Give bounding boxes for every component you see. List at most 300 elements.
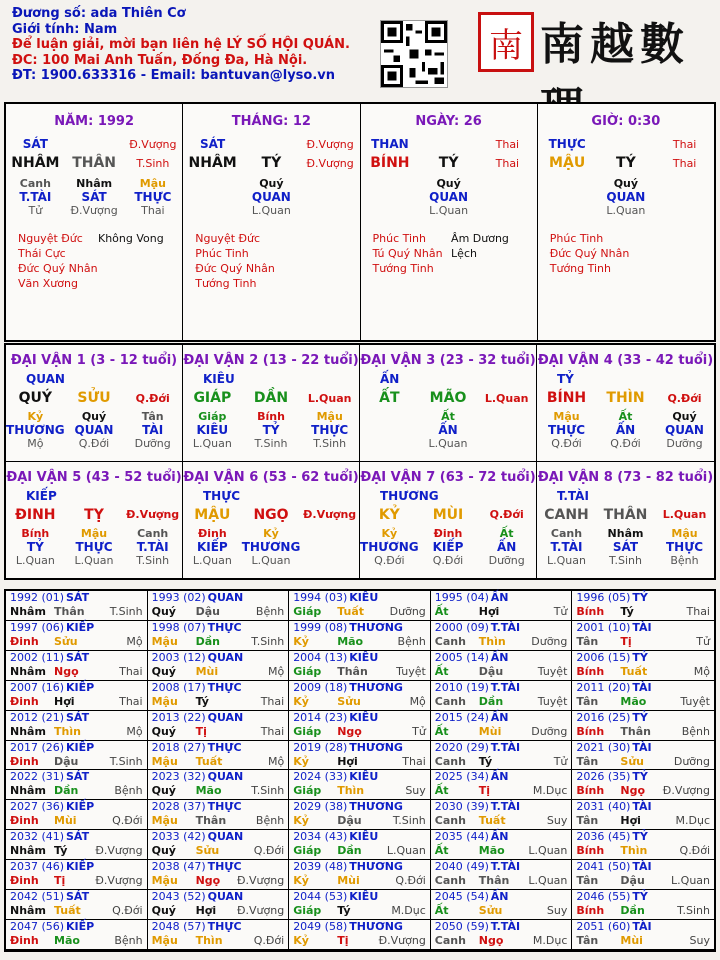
earthly-branch: TỴ	[84, 506, 104, 523]
hidden-stem: Canh	[19, 177, 51, 190]
year-star: TÀI	[632, 860, 652, 874]
year-line-2	[152, 784, 285, 798]
year-label: 2046 (55)	[576, 890, 631, 904]
year-cell[interactable]	[148, 591, 290, 621]
dai-van-cell[interactable]	[183, 345, 360, 462]
year-cell[interactable]	[431, 711, 573, 741]
heavenly-stem: QUÝ	[18, 390, 53, 406]
year-truongsinh: L.Quan	[528, 874, 568, 888]
special-star: Tú Quý Nhân	[372, 247, 443, 260]
hidden-star-row	[361, 190, 537, 204]
hidden-stem: Ất	[618, 410, 633, 423]
year-cell[interactable]	[431, 621, 573, 651]
year-line-1	[10, 770, 143, 784]
hidden-star: THƯƠNG	[360, 539, 419, 554]
heavenly-stem: MẬU	[549, 155, 586, 171]
year-cell[interactable]	[6, 741, 148, 771]
year-truongsinh: Mộ	[409, 694, 426, 708]
year-branch: Hợi	[195, 904, 217, 918]
special-star: Đức Quý Nhân	[18, 262, 98, 275]
year-star: T.TÀI	[490, 920, 521, 934]
year-label: 2043 (52)	[151, 890, 206, 904]
year-branch: Tý	[337, 904, 351, 918]
year-cell[interactable]	[572, 711, 714, 741]
hidden-star: QUAN	[429, 190, 469, 204]
year-cell[interactable]	[148, 621, 290, 651]
qr-code-icon[interactable]	[380, 20, 448, 88]
year-star: KIÊU	[349, 830, 379, 844]
year-label: 1998 (07)	[151, 620, 206, 634]
year-truongsinh: T.Sinh	[109, 605, 143, 618]
year-stem: Ất	[434, 664, 449, 678]
year-branch: Thân	[620, 724, 651, 738]
dai-van-star: T.TÀI	[557, 488, 589, 503]
year-stem: Đinh	[10, 634, 39, 648]
year-line-2	[293, 934, 426, 948]
hidden-stem: Mậu	[671, 526, 698, 540]
year-truongsinh: T.Sinh	[677, 904, 710, 918]
hidden-stem-row	[183, 410, 359, 423]
year-cell[interactable]	[148, 770, 290, 800]
hidden-truongsinh: Bệnh	[670, 553, 699, 567]
year-branch: Mùi	[478, 724, 502, 738]
hidden-stem: Ất	[499, 526, 514, 540]
year-star: QUAN	[207, 710, 244, 724]
year-line-2	[293, 904, 426, 918]
special-star: Phúc Tinh	[549, 232, 604, 245]
year-label: 2035 (44)	[434, 830, 489, 844]
pillar-star: SÁT	[22, 137, 48, 151]
year-branch: Sửu	[478, 904, 503, 918]
year-line-1	[293, 920, 426, 934]
hidden-stem-row	[361, 177, 537, 190]
year-label: 2051 (60)	[576, 920, 631, 934]
year-star: ẤN	[490, 890, 509, 904]
year-cell[interactable]	[6, 920, 148, 950]
dai-van-can-chi-row	[537, 507, 714, 523]
hidden-stem-row	[183, 527, 359, 540]
year-cell[interactable]	[6, 800, 148, 830]
year-truongsinh: Đ.Vượng	[236, 904, 285, 918]
year-truongsinh: Suy	[546, 814, 568, 828]
hidden-stem-row	[6, 177, 182, 190]
year-stem: Bính	[576, 605, 605, 618]
year-star: SÁT	[66, 890, 90, 904]
year-cell[interactable]	[6, 621, 148, 651]
hidden-truongsinh: Q.Đới	[432, 553, 464, 567]
year-label: 2022 (31)	[10, 770, 65, 784]
year-stem: Canh	[434, 874, 466, 888]
year-line-2	[10, 814, 143, 828]
year-cell[interactable]	[148, 920, 290, 950]
hidden-star-row	[183, 190, 359, 204]
hidden-star: TÀI	[142, 423, 164, 437]
year-star: THỰC	[207, 680, 242, 694]
year-line-1	[576, 741, 710, 755]
year-cell[interactable]	[148, 800, 290, 830]
hidden-star-row	[183, 540, 359, 554]
pillar-column[interactable]	[538, 104, 714, 340]
hidden-truongsinh: Q.Đới	[374, 553, 405, 567]
year-cell[interactable]	[148, 741, 290, 771]
dai-van-can-chi-row	[537, 390, 714, 406]
year-cell[interactable]	[572, 830, 714, 860]
year-star: SÁT	[66, 591, 90, 604]
hidden-star: ẤN	[615, 423, 636, 437]
pillar-title: THÁNG: 12	[231, 114, 311, 129]
stars-left	[550, 231, 630, 276]
special-stars	[361, 231, 537, 276]
year-line-1	[152, 830, 285, 844]
year-line-1	[10, 711, 143, 725]
year-cell[interactable]	[431, 800, 573, 830]
year-branch: Dần	[54, 784, 79, 798]
year-stem: Bính	[576, 724, 605, 738]
dai-van-star: ẤN	[380, 372, 400, 386]
year-cell[interactable]	[6, 860, 148, 890]
branch-truongsinh: Thai	[495, 156, 520, 170]
year-truongsinh: Tuyệt	[537, 664, 568, 678]
year-line-2	[10, 635, 143, 649]
owner-name: Đương số: ada Thiên Cơ	[12, 6, 186, 21]
year-line-2	[435, 844, 568, 858]
year-label: 1995 (04)	[434, 591, 489, 604]
year-stem: Kỷ	[293, 634, 309, 648]
year-branch: Tuất	[54, 904, 81, 918]
year-line-2	[10, 665, 143, 679]
dai-van-cell[interactable]	[183, 462, 360, 579]
year-cell[interactable]	[148, 860, 290, 890]
year-cell[interactable]	[289, 681, 431, 711]
hidden-truongsinh: T.Sinh	[136, 553, 170, 567]
year-line-1	[152, 711, 285, 725]
year-cell[interactable]	[431, 681, 573, 711]
year-line-2	[293, 755, 426, 769]
year-stem: Nhâm	[10, 664, 46, 678]
year-line-1	[435, 711, 568, 725]
year-star: T.TÀI	[490, 620, 521, 634]
year-stem: Đinh	[10, 694, 39, 708]
year-branch: Ngọ	[195, 874, 221, 888]
year-label: 2023 (32)	[151, 770, 206, 784]
hidden-truongsinh-row	[6, 554, 182, 567]
year-star: T.TÀI	[490, 860, 521, 874]
year-truongsinh: Bệnh	[114, 784, 143, 798]
year-branch: Tuất	[195, 754, 223, 768]
year-cell[interactable]	[6, 830, 148, 860]
year-star: ẤN	[490, 770, 509, 784]
year-branch: Tuất	[337, 605, 364, 618]
year-line-1	[435, 591, 568, 605]
hidden-truongsinh-row	[183, 204, 359, 217]
hidden-star-row	[6, 540, 182, 554]
year-cell[interactable]	[6, 890, 148, 920]
year-cell[interactable]	[431, 651, 573, 681]
year-line-1	[576, 651, 710, 665]
year-cell[interactable]	[289, 651, 431, 681]
year-star: TỶ	[632, 830, 648, 844]
year-truongsinh: Dưỡng	[389, 605, 426, 618]
pillar-star-row	[538, 137, 714, 151]
year-branch: Thân	[478, 874, 510, 888]
year-truongsinh: Suy	[546, 904, 568, 918]
stars-right	[98, 231, 164, 291]
hidden-stem-row	[6, 527, 182, 540]
dai-van-truongsinh: L.Quan	[307, 391, 352, 405]
dai-van-title: ĐẠI VẬN 4 (33 - 42 tuổi)	[537, 353, 714, 368]
dai-van-title: ĐẠI VẬN 7 (63 - 72 tuổi)	[360, 469, 536, 485]
year-line-2	[10, 755, 143, 769]
year-cell[interactable]	[572, 920, 714, 950]
year-cell[interactable]	[289, 621, 431, 651]
year-truongsinh: Suy	[689, 934, 710, 948]
pillar-column[interactable]	[183, 104, 360, 340]
year-cell[interactable]	[148, 711, 290, 741]
year-line-2	[293, 874, 426, 888]
year-truongsinh: Bệnh	[397, 634, 426, 648]
year-branch: Hợi	[337, 754, 358, 768]
special-star: Không Vong	[98, 232, 164, 245]
hidden-truongsinh: Q.Đới	[551, 437, 582, 450]
hidden-stem-row	[360, 527, 536, 540]
year-truongsinh: Q.Đới	[112, 814, 143, 828]
year-truongsinh: M.Dục	[391, 904, 426, 918]
dai-van-cell[interactable]	[537, 345, 714, 462]
year-label: 2036 (45)	[576, 830, 631, 844]
year-label: 2001 (10)	[576, 620, 631, 634]
year-branch: Dần	[337, 844, 362, 858]
dai-van-truongsinh: Q.Đới	[489, 508, 524, 521]
year-branch: Thân	[337, 664, 368, 678]
year-label: 2017 (26)	[10, 740, 65, 754]
year-cell[interactable]	[6, 651, 148, 681]
year-stem: Đinh	[10, 814, 39, 828]
hidden-truongsinh: T.Sinh	[609, 553, 642, 567]
year-cell[interactable]	[572, 741, 714, 771]
year-stem: Tân	[576, 634, 599, 648]
year-cell[interactable]	[6, 681, 148, 711]
pillar-column[interactable]	[361, 104, 538, 340]
hidden-star: THỰC	[665, 539, 704, 554]
year-star: KIÊU	[349, 770, 379, 784]
year-cell[interactable]	[431, 741, 573, 771]
year-cell[interactable]	[6, 770, 148, 800]
year-cell[interactable]	[289, 741, 431, 771]
pillar-star: THỰC	[548, 137, 586, 151]
year-label: 2038 (47)	[151, 860, 206, 874]
year-cell[interactable]	[572, 770, 714, 800]
year-cell[interactable]	[289, 920, 431, 950]
year-star: TỶ	[632, 890, 648, 904]
heavenly-stem: ẤT	[379, 390, 400, 406]
pillar-can-chi-row	[6, 155, 182, 171]
year-cell[interactable]	[148, 890, 290, 920]
year-line-2	[10, 844, 143, 858]
year-branch: Thìn	[337, 784, 365, 798]
hidden-truongsinh-row	[360, 554, 536, 567]
hidden-truongsinh: Thai	[141, 204, 165, 217]
year-stem: Tân	[576, 934, 599, 948]
year-line-2	[10, 934, 143, 948]
year-cell[interactable]	[431, 860, 573, 890]
year-stem: Nhâm	[10, 844, 46, 858]
year-cell[interactable]	[431, 890, 573, 920]
year-label: 1994 (03)	[293, 591, 348, 604]
year-stem: Kỷ	[293, 754, 309, 768]
year-cell[interactable]	[431, 770, 573, 800]
year-cell[interactable]	[6, 591, 148, 621]
year-line-1	[293, 830, 426, 844]
year-branch: Tị	[195, 724, 207, 738]
year-line-1	[293, 741, 426, 755]
dai-van-cell[interactable]	[360, 462, 537, 579]
year-cell[interactable]	[431, 591, 573, 621]
special-star: Phúc Tinh	[195, 247, 249, 260]
year-branch: Mùi	[195, 664, 219, 678]
hidden-star-row	[537, 423, 714, 437]
dai-van-cell[interactable]	[360, 345, 537, 462]
year-stem: Bính	[576, 844, 605, 858]
hidden-stem: Quý	[81, 410, 107, 423]
hidden-star-row	[360, 540, 536, 554]
year-truongsinh: Thai	[119, 664, 143, 678]
year-cell[interactable]	[148, 681, 290, 711]
four-pillars-table	[4, 102, 716, 342]
brand-title: 南越數	[540, 19, 690, 70]
year-truongsinh: Q.Đới	[112, 904, 143, 918]
year-label: 2019 (28)	[293, 740, 348, 754]
year-stem: Ất	[434, 844, 449, 858]
year-cell[interactable]	[289, 800, 431, 830]
hidden-stem: Tân	[141, 410, 164, 423]
year-cell[interactable]	[431, 920, 573, 950]
year-branch: Hợi	[54, 694, 75, 708]
pillar-star: THAN	[371, 137, 409, 151]
year-cell[interactable]	[572, 860, 714, 890]
year-line-1	[152, 621, 285, 635]
year-truongsinh: Bệnh	[255, 814, 285, 828]
hidden-star-row	[6, 423, 182, 437]
year-label: 2025 (34)	[434, 770, 489, 784]
year-stem: Nhâm	[10, 605, 46, 618]
year-line-2	[435, 784, 568, 798]
year-label: 2040 (49)	[434, 860, 489, 874]
year-truongsinh: Đ.Vượng	[662, 784, 710, 798]
heavenly-stem: ĐINH	[15, 506, 56, 523]
hidden-star: TỶ	[26, 539, 44, 554]
year-cell[interactable]	[148, 651, 290, 681]
year-cell[interactable]	[572, 651, 714, 681]
year-line-1	[293, 621, 426, 635]
year-line-2	[293, 665, 426, 679]
year-line-1	[435, 800, 568, 814]
year-branch: Thân	[54, 605, 85, 618]
year-cell[interactable]	[289, 591, 431, 621]
year-cell[interactable]	[289, 711, 431, 741]
year-branch: Ngọ	[620, 784, 646, 798]
pillar-column[interactable]	[6, 104, 183, 340]
special-stars	[183, 231, 359, 291]
dai-van-can-chi-row	[6, 390, 182, 406]
dai-van-cell[interactable]	[537, 462, 714, 579]
year-truongsinh: T.Sinh	[251, 634, 285, 648]
gender: Giới tính: Nam	[12, 21, 118, 37]
year-line-1	[152, 890, 285, 904]
year-cell[interactable]	[572, 800, 714, 830]
year-line-2	[293, 695, 426, 709]
hidden-stem: Quý	[672, 410, 697, 423]
year-cell[interactable]	[572, 621, 714, 651]
hidden-truongsinh-row	[361, 204, 537, 217]
heavenly-stem: BÍNH	[546, 390, 587, 406]
year-star: KIẾP	[66, 800, 95, 814]
year-cell[interactable]	[289, 770, 431, 800]
year-star: TỶ	[632, 710, 648, 724]
year-cell[interactable]	[6, 711, 148, 741]
year-cell[interactable]	[572, 681, 714, 711]
year-cell[interactable]	[431, 830, 573, 860]
year-line-1	[10, 920, 143, 934]
year-line-2	[10, 784, 143, 798]
year-label: 2024 (33)	[293, 770, 348, 784]
hidden-truongsinh: L.Quan	[15, 553, 55, 567]
year-stem: Nhâm	[10, 904, 46, 918]
chart-header	[12, 6, 350, 84]
year-stem: Đinh	[10, 934, 39, 948]
special-star: Nguyệt Đức	[195, 232, 261, 245]
year-line-2	[152, 695, 285, 709]
hidden-truongsinh: Tử	[28, 204, 43, 217]
year-cell[interactable]	[289, 890, 431, 920]
year-star: THƯƠNG	[349, 620, 403, 634]
year-branch: Thìn	[620, 844, 648, 858]
year-stem: Giáp	[293, 844, 322, 858]
year-branch: Tý	[620, 605, 634, 618]
year-branch: Ngọ	[337, 724, 362, 738]
year-cell[interactable]	[572, 591, 714, 621]
year-label: 1992 (01)	[10, 591, 65, 604]
year-stem: Mậu	[151, 634, 178, 648]
dai-van-table	[4, 343, 716, 580]
address-line: ĐC: 100 Mai Anh Tuấn, Đống Đa, Hà Nội.	[12, 52, 308, 68]
year-stem: Nhâm	[10, 784, 46, 798]
year-line-1	[435, 830, 568, 844]
annual-luck-table	[4, 589, 716, 952]
dai-van-cell[interactable]	[6, 462, 183, 579]
year-truongsinh: Thai	[260, 694, 285, 708]
hidden-stem: Bính	[21, 526, 50, 540]
year-truongsinh: Q.Đới	[253, 844, 285, 858]
special-star: Âm Dương Lệch	[451, 232, 509, 260]
heavenly-stem: NHÂM	[11, 155, 60, 171]
year-star: QUAN	[207, 591, 244, 604]
dai-van-cell[interactable]	[6, 345, 183, 462]
year-star: SÁT	[66, 770, 90, 784]
year-stem: Canh	[434, 934, 466, 948]
year-cell[interactable]	[289, 860, 431, 890]
year-line-2	[152, 755, 285, 769]
year-cell[interactable]	[289, 830, 431, 860]
pillar-title: GIỜ: 0:30	[591, 114, 661, 129]
year-cell[interactable]	[572, 890, 714, 920]
hidden-star: THỰC	[547, 423, 586, 437]
pillar-can-chi-row	[183, 155, 359, 171]
year-line-1	[293, 681, 426, 695]
year-truongsinh: L.Quan	[528, 844, 568, 858]
year-branch: Sửu	[620, 754, 644, 768]
hidden-star-row	[183, 423, 359, 437]
year-cell[interactable]	[148, 830, 290, 860]
